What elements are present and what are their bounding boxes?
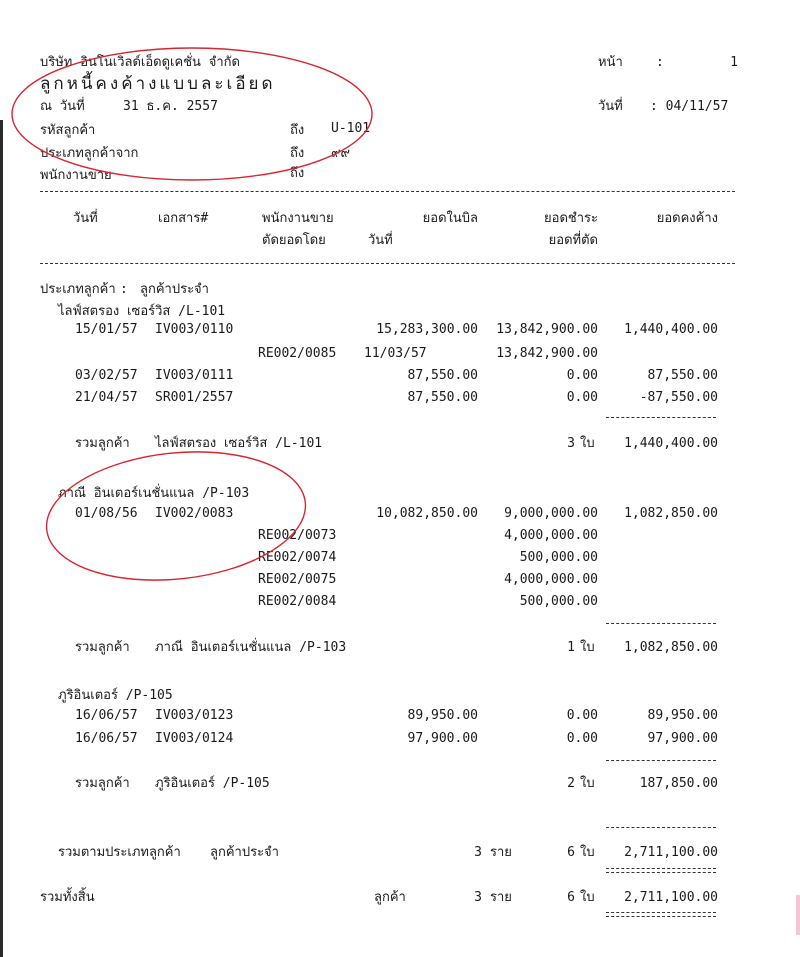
- line-balance: -87,550.00: [639, 390, 718, 405]
- line-paid: 0.00: [566, 390, 598, 405]
- grand-total-label: รวมทั้งสิ้น: [40, 890, 95, 905]
- line-paid: 500,000.00: [519, 594, 598, 609]
- type-total-double-rule: [606, 868, 716, 873]
- subtotal-rule: [606, 623, 716, 624]
- report-title: ลูกหนี้คงค้างแบบละเอียด: [40, 74, 276, 94]
- line-paid: 13,842,900.00: [496, 346, 598, 361]
- col-deducted-amount: ยอดที่ตัด: [548, 233, 598, 248]
- col-paid: ยอดชำระ: [544, 211, 598, 226]
- filter-customer-code-to: U-101: [331, 121, 371, 136]
- line-date: 15/01/57: [75, 322, 138, 337]
- as-of-label: ณ วันที่: [40, 99, 85, 114]
- line-bill-amount: 87,550.00: [407, 368, 478, 383]
- group-total-count: 2: [567, 776, 575, 791]
- group-total-label: รวมลูกค้า: [75, 436, 130, 451]
- filter-customer-type-label: ประเภทลูกค้าจาก: [40, 146, 139, 161]
- line-paid: 0.00: [566, 708, 598, 723]
- col-salesperson: พนักงานขาย: [262, 211, 334, 226]
- line-balance: 87,550.00: [647, 368, 718, 383]
- customer-type-label: ประเภทลูกค้า: [40, 282, 116, 297]
- type-total-bills: 6: [567, 845, 575, 860]
- line-date: 21/04/57: [75, 390, 138, 405]
- page-colon: :: [656, 55, 664, 70]
- header-rule-bottom: [40, 263, 735, 264]
- print-date-label: วันที่: [598, 99, 623, 114]
- line-date: 16/06/57: [75, 708, 138, 723]
- type-total-rule: [606, 827, 716, 828]
- line-deducted-by: RE002/0073: [258, 528, 337, 543]
- line-document: IV002/0083: [155, 506, 234, 521]
- group-total-count: 1: [567, 640, 575, 655]
- line-deducted-by: RE002/0085: [258, 346, 337, 361]
- line-document: IV003/0110: [155, 322, 234, 337]
- line-bill-amount: 10,082,850.00: [376, 506, 478, 521]
- col-date: วันที่: [73, 211, 98, 226]
- grand-total-double-rule: [606, 912, 716, 917]
- filter-customer-code-to-label: ถึง: [290, 123, 305, 138]
- grand-total-customers-label: ราย: [490, 890, 512, 905]
- type-total-label: รวมตามประเภทลูกค้า: [58, 845, 181, 860]
- col-document: เอกสาร#: [158, 211, 209, 226]
- bills-label: ใบ: [580, 436, 595, 451]
- col-deducted-by: ตัดยอดโดย: [262, 233, 326, 248]
- line-paid: 500,000.00: [519, 550, 598, 565]
- line-paid: 9,000,000.00: [504, 506, 598, 521]
- line-deducted-by: RE002/0074: [258, 550, 337, 565]
- group-name: ไลฟ์สตรอง เซอร์วิส /L-101: [58, 304, 226, 319]
- bills-label: ใบ: [580, 776, 595, 791]
- line-paid: 0.00: [566, 368, 598, 383]
- bills-label: ใบ: [580, 640, 595, 655]
- type-total-customers-label: ราย: [490, 845, 512, 860]
- group-total-name: ภูริอินเตอร์ /P-105: [155, 776, 270, 791]
- group-total-balance: 1,082,850.00: [624, 640, 718, 655]
- line-paid: 4,000,000.00: [504, 528, 598, 543]
- grand-total-bills: 6: [567, 890, 575, 905]
- subtotal-rule: [606, 417, 716, 418]
- line-date: 03/02/57: [75, 368, 138, 383]
- subtotal-rule: [606, 760, 716, 761]
- filter-customer-code-label: รหัสลูกค้า: [40, 123, 96, 138]
- col-date2: วันที่: [368, 233, 393, 248]
- line-bill-amount: 89,950.00: [407, 708, 478, 723]
- customer-type-value: ลูกค้าประจำ: [140, 282, 209, 297]
- type-total-name: ลูกค้าประจำ: [210, 845, 279, 860]
- group-total-balance: 1,440,400.00: [624, 436, 718, 451]
- group-name: ภาณี อินเตอร์เนชั่นแนล /P-103: [58, 486, 250, 501]
- line-document: IV003/0111: [155, 368, 234, 383]
- type-total-customers: 3: [474, 845, 482, 860]
- group-name: ภูริอินเตอร์ /P-105: [58, 688, 173, 703]
- line-balance: 97,900.00: [647, 731, 718, 746]
- header-rule-top: [40, 191, 735, 192]
- line-bill-amount: 15,283,300.00: [376, 322, 478, 337]
- filter-salesperson-label: พนักงานขาย: [40, 168, 112, 183]
- scan-pink-mark: [796, 895, 800, 935]
- line-document: IV003/0123: [155, 708, 234, 723]
- grand-total-customers: 3: [474, 890, 482, 905]
- print-date: : 04/11/57: [650, 99, 729, 114]
- col-outstanding: ยอดคงค้าง: [656, 211, 718, 226]
- company-name: บริษัท อินโนเวิลด์เอ็ดดูเคชั่น จำกัด: [40, 55, 240, 70]
- page-label: หน้า: [598, 55, 623, 70]
- line-balance: 89,950.00: [647, 708, 718, 723]
- line-paid: 0.00: [566, 731, 598, 746]
- filter-customer-type-to-label: ถึง: [290, 146, 305, 161]
- group-total-name: ภาณี อินเตอร์เนชั่นแนล /P-103: [155, 640, 347, 655]
- line-date: 16/06/57: [75, 731, 138, 746]
- line-deducted-by: RE002/0075: [258, 572, 337, 587]
- grand-total-balance: 2,711,100.00: [624, 890, 718, 905]
- line-balance: 1,440,400.00: [624, 322, 718, 337]
- as-of-date: 31 ธ.ค. 2557: [123, 99, 218, 114]
- line-bill-amount: 97,900.00: [407, 731, 478, 746]
- line-document: SR001/2557: [155, 390, 234, 405]
- line-deduct-date: 11/03/57: [364, 346, 427, 361]
- line-paid: 4,000,000.00: [504, 572, 598, 587]
- type-total-balance: 2,711,100.00: [624, 845, 718, 860]
- group-total-balance: 187,850.00: [639, 776, 718, 791]
- line-document: IV003/0124: [155, 731, 234, 746]
- group-total-name: ไลฟ์สตรอง เซอร์วิส /L-101: [155, 436, 323, 451]
- col-bill-amount: ยอดในบิล: [422, 211, 478, 226]
- group-total-label: รวมลูกค้า: [75, 776, 130, 791]
- line-deducted-by: RE002/0084: [258, 594, 337, 609]
- line-bill-amount: 87,550.00: [407, 390, 478, 405]
- line-date: 01/08/56: [75, 506, 138, 521]
- group-total-label: รวมลูกค้า: [75, 640, 130, 655]
- grand-total-bills-label: ใบ: [580, 890, 595, 905]
- scan-left-edge: [0, 120, 3, 957]
- filter-customer-type-to: ๙๙: [331, 146, 351, 161]
- line-balance: 1,082,850.00: [624, 506, 718, 521]
- page-number: 1: [730, 55, 738, 70]
- type-total-bills-label: ใบ: [580, 845, 595, 860]
- customer-type-colon: :: [120, 282, 128, 297]
- group-total-count: 3: [567, 436, 575, 451]
- grand-total-customer-label: ลูกค้า: [374, 890, 406, 905]
- line-paid: 13,842,900.00: [496, 322, 598, 337]
- filter-salesperson-to-label: ถึง: [290, 166, 305, 181]
